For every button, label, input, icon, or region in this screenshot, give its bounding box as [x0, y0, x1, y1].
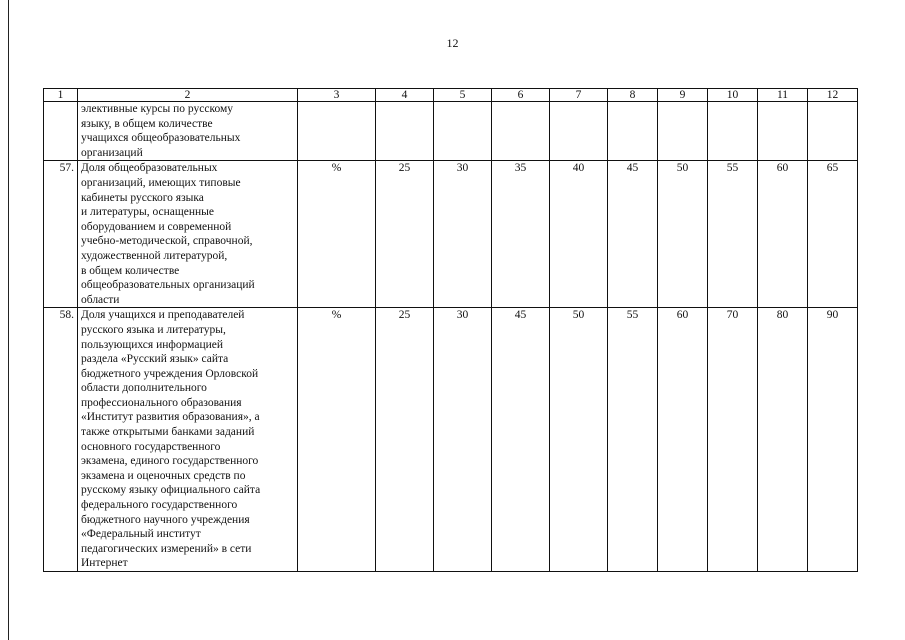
- indicator-description: Доля общеобразовательных организаций, имеющих типовые кабинеты русского языка и литературы, оснащенные оборудованием и современной учебно-методической, справочной, художественной литературой, в общем количестве общеобразовательных организаций области: [78, 161, 298, 308]
- header-cell: 12: [808, 89, 858, 102]
- header-cell: 8: [608, 89, 658, 102]
- value-cell: [376, 102, 434, 161]
- value-cell: 45: [608, 161, 658, 308]
- value-cell: 30: [434, 161, 492, 308]
- value-cell: 45: [492, 308, 550, 572]
- page-number: 12: [446, 36, 459, 50]
- row-number: 58.: [44, 308, 78, 572]
- value-cell: [708, 102, 758, 161]
- value-cell: 25: [376, 161, 434, 308]
- table-row: [44, 161, 858, 308]
- row-number: [44, 102, 78, 161]
- unit-cell: [298, 102, 376, 161]
- value-cell: 60: [658, 308, 708, 572]
- header-cell: 4: [376, 89, 434, 102]
- value-cell: [550, 102, 608, 161]
- header-cell: 10: [708, 89, 758, 102]
- header-cell: 11: [758, 89, 808, 102]
- page-left-edge-line: [8, 0, 9, 640]
- indicator-description: Доля учащихся и преподавателей русского языка и литературы, пользующихся информацией раздела «Русский язык» сайта бюджетного учреждения Орловской области дополнительного профессионального образования «Институт развития образования», а также открытыми банками заданий основного государственного экзамена, единого государственного экзамена и оценочных средств по русскому языку официального сайта федерального государственного бюджетного научного учреждения «Федеральный институт педагогических измерений» в сети Интернет: [78, 308, 298, 572]
- value-cell: 55: [708, 161, 758, 308]
- value-cell: [492, 102, 550, 161]
- indicator-table: [43, 88, 858, 572]
- value-cell: [658, 102, 708, 161]
- value-cell: 50: [550, 308, 608, 572]
- value-cell: 30: [434, 308, 492, 572]
- value-cell: 65: [808, 161, 858, 308]
- header-cell: 5: [434, 89, 492, 102]
- value-cell: [608, 102, 658, 161]
- header-cell: 6: [492, 89, 550, 102]
- header-cell: 2: [78, 89, 298, 102]
- value-cell: 50: [658, 161, 708, 308]
- value-cell: 80: [758, 308, 808, 572]
- value-cell: 70: [708, 308, 758, 572]
- value-cell: 55: [608, 308, 658, 572]
- value-cell: 60: [758, 161, 808, 308]
- table-row: [44, 308, 858, 572]
- value-cell: [758, 102, 808, 161]
- unit-cell: %: [298, 161, 376, 308]
- header-cell: 3: [298, 89, 376, 102]
- header-row: [44, 89, 858, 102]
- indicator-description: элективные курсы по русскому языку, в общем количестве учащихся общеобразовательных организаций: [78, 102, 298, 161]
- header-cell: 9: [658, 89, 708, 102]
- header-cell: 7: [550, 89, 608, 102]
- value-cell: 35: [492, 161, 550, 308]
- table-row: [44, 102, 858, 161]
- value-cell: [808, 102, 858, 161]
- value-cell: 90: [808, 308, 858, 572]
- unit-cell: %: [298, 308, 376, 572]
- header-cell: 1: [44, 89, 78, 102]
- value-cell: 40: [550, 161, 608, 308]
- value-cell: [434, 102, 492, 161]
- row-number: 57.: [44, 161, 78, 308]
- value-cell: 25: [376, 308, 434, 572]
